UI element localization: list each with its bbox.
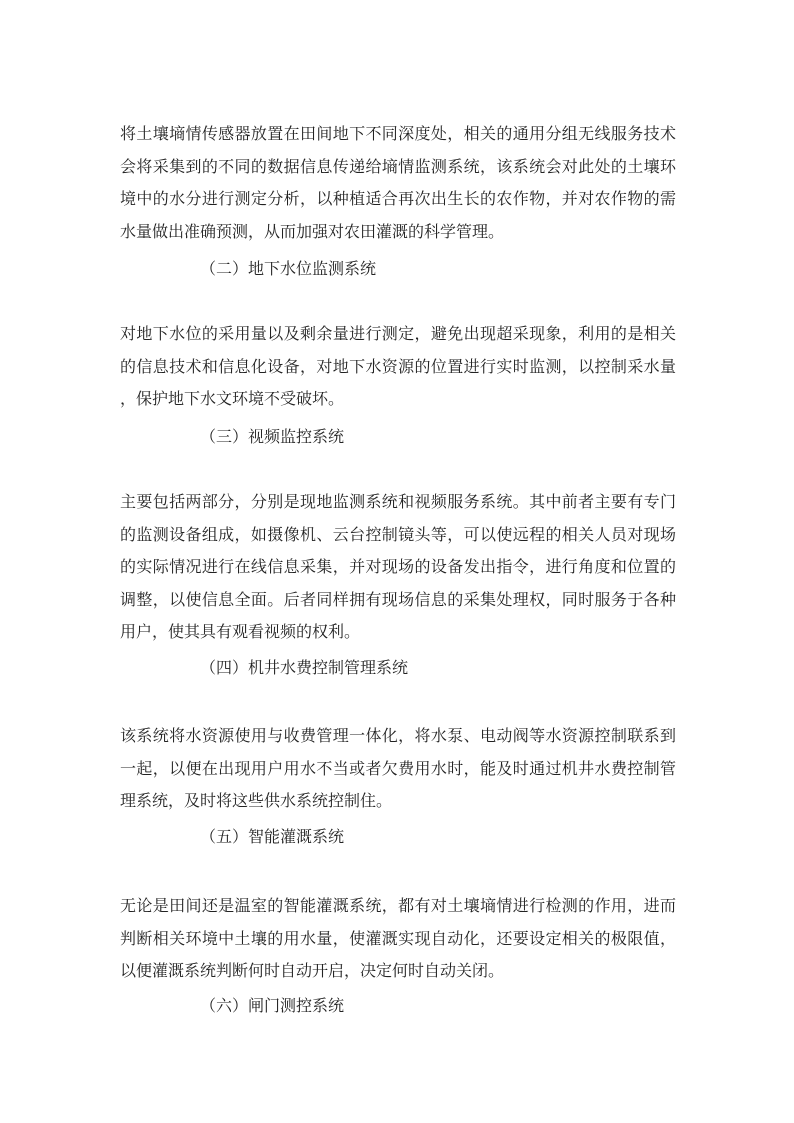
paragraph-video: [120, 486, 676, 649]
paragraph-line: 用户，使其具有观看视频的权利。: [120, 622, 361, 641]
paragraph-line: 对地下水位的采用量以及剩余量进行测定，避免出现超采现象，利用的是相关: [120, 324, 676, 343]
paragraph-line: 主要包括两部分，分别是现地监测系统和视频服务系统。其中前者主要有专门: [120, 492, 676, 511]
paragraph-line: 调整，以使信息全面。后者同样拥有现场信息的采集处理权，同时服务于各种: [120, 589, 676, 609]
paragraph-line: 该系统将水资源使用与收费管理一体化，将水泵、电动阀等水资源控制联系到: [120, 726, 676, 745]
paragraph-irrigation: [120, 890, 676, 988]
paragraph-line: 境中的水分进行测定分析，以种植适合再次出生长的农作物，并对农作物的需: [120, 189, 676, 208]
paragraph-line: 理系统，及时将这些供水系统控制住。: [120, 791, 393, 810]
paragraph-line: ，保护地下水文环境不受破坏。: [120, 389, 345, 408]
paragraph-line: 的信息技术和信息化设备，对地下水资源的位置进行实时监测，以控制采水量: [120, 356, 676, 376]
paragraph-well-fee: [120, 720, 676, 818]
paragraph-line: 水量做出准确预测，从而加强对农田灌溉的科学管理。: [120, 221, 505, 241]
section-heading-video: （三）视频监控系统: [200, 427, 345, 446]
paragraph-line: 以便灌溉系统判断何时自动开启，决定何时自动关闭。: [120, 961, 505, 980]
paragraph-line: 会将采集到的不同的数据信息传递给墒情监测系统，该系统会对此处的土壤环: [120, 156, 676, 176]
section-heading-irrigation: （五）智能灌溉系统: [200, 827, 345, 846]
paragraph-groundwater: [120, 318, 676, 416]
section-heading-well-fee: （四）机井水费控制管理系统: [200, 658, 409, 677]
paragraph-line: 将土壤墒情传感器放置在田间地下不同深度处，相关的通用分组无线服务技术: [120, 124, 676, 143]
paragraph-soil-moisture: [120, 118, 676, 248]
paragraph-line: 判断相关环境中土壤的用水量，使灌溉实现自动化，还要设定相关的极限值，: [120, 928, 676, 948]
section-heading-gate-control: （六）闸门测控系统: [200, 996, 345, 1015]
paragraph-line: 的监测设备组成，如摄像机、云台控制镜头等，可以使远程的相关人员对现场: [120, 524, 676, 544]
paragraph-line: 一起，以便在出现用户用水不当或者欠费用水时，能及时通过机井水费控制管: [120, 758, 676, 778]
paragraph-line: 无论是田间还是温室的智能灌溉系统，都有对土壤墒情进行检测的作用，进而: [120, 896, 676, 915]
section-heading-groundwater: （二）地下水位监测系统: [200, 259, 377, 278]
paragraph-line: 的实际情况进行在线信息采集，并对现场的设备发出指令，进行角度和位置的: [120, 557, 676, 576]
